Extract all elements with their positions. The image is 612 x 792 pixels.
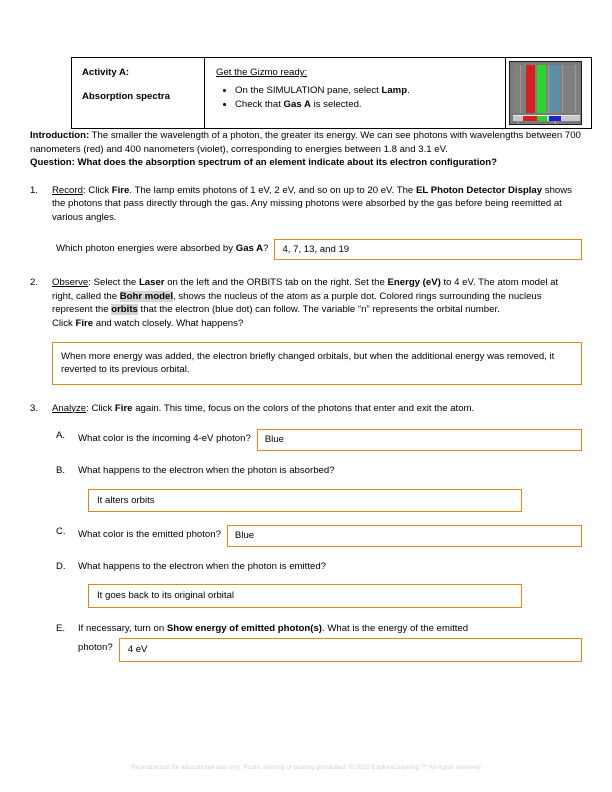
item-1-answer-box[interactable]: 4, 7, 13, and 19 bbox=[274, 239, 582, 261]
subitem-c-body bbox=[78, 525, 582, 547]
spectrum-band-blue bbox=[549, 65, 560, 113]
subitem-a-prompt: What color is the incoming 4-eV photon? bbox=[78, 433, 251, 445]
item-2-number: 2. bbox=[30, 277, 39, 289]
activity-step-item: • Check that Gas A is selected. bbox=[235, 98, 497, 112]
subitem-d-prompt: What happens to the electron when the photon is emitted? bbox=[78, 560, 326, 572]
item-1-text-2: . The lamp emits photons of 1 eV, 2 eV, and so on up to 20 eV. The bbox=[129, 184, 416, 196]
item-2-bold-1: Laser bbox=[138, 277, 165, 289]
subitem-e bbox=[56, 622, 582, 662]
get-gizmo-ready-heading: Get the Gizmo ready: bbox=[216, 67, 308, 78]
item-3-number: 3. bbox=[30, 402, 39, 414]
item-2-followup-prompt bbox=[52, 317, 582, 331]
activity-instructions-cell bbox=[205, 58, 506, 129]
activity-label-cell bbox=[72, 58, 205, 129]
item-1 bbox=[30, 184, 582, 225]
item-2 bbox=[30, 276, 582, 385]
subitem-d-answer-box[interactable]: It goes back to its original orbital bbox=[88, 584, 522, 608]
activity-label-line1: Activity A: bbox=[82, 67, 130, 78]
item-1-verb: Record bbox=[52, 184, 83, 196]
subitem-e-prompt-post: . What is the energy of the emitted bbox=[321, 622, 469, 634]
item-2-follow-bold: Fire bbox=[75, 317, 94, 329]
item-3-bold-1: Fire bbox=[114, 402, 133, 414]
spectrum-scale-bar bbox=[513, 115, 580, 121]
item-3-body bbox=[52, 402, 582, 416]
subitem-c-row bbox=[78, 525, 582, 547]
page-footer: Reproduction for educational use only. Public sharing or posting prohibited. © 2020 ExploreLearning ™ All rights reserved bbox=[131, 764, 481, 771]
item-1-prompt-text: Which photon energies were absorbed by bbox=[56, 242, 236, 254]
subitem-d-letter: D. bbox=[56, 560, 66, 572]
item-3-text bbox=[52, 402, 582, 416]
question-paragraph bbox=[30, 156, 582, 170]
item-2-body bbox=[52, 276, 582, 385]
subitem-a-body bbox=[78, 429, 582, 451]
introduction-text: The smaller the wavelength of a photon, the greater its energy. We can see photons with wavelengths between 700 nanometers (red) and 400 nanometers (violet), corresponding to energies between 1.8 and 3.1 eV. bbox=[30, 130, 581, 155]
subitem-c-prompt: What color is the emitted photon? bbox=[78, 529, 221, 541]
item-1-body bbox=[52, 184, 582, 225]
activity-header-row bbox=[72, 58, 592, 129]
subitem-b-answer-box[interactable]: It alters orbits bbox=[88, 489, 522, 513]
item-1-prompt bbox=[56, 239, 268, 258]
item-3-text-1: : Click bbox=[86, 402, 115, 414]
spectrum-band-green bbox=[537, 65, 546, 113]
item-2-answer-box[interactable]: When more energy was added, the electron briefly changed orbitals, but when the additional energy was removed, it reverted to its previous orbital. bbox=[52, 342, 582, 385]
item-2-text-5: that the electron (blue dot) can follow. The variable “n” represents the orbital number. bbox=[137, 304, 500, 316]
subitem-e-prompt-bold: Show energy of emitted photon(s) bbox=[166, 622, 322, 634]
subitem-e-body bbox=[78, 622, 582, 662]
item-2-text-3: to 4 eV. The atom model at right, called the bbox=[52, 277, 559, 302]
spectrum-gridline bbox=[562, 65, 563, 113]
activity-steps-list bbox=[216, 84, 497, 112]
subitem-c-letter: C. bbox=[56, 526, 66, 538]
item-2-text bbox=[52, 276, 582, 317]
spectrum-display-area bbox=[513, 65, 580, 113]
spectrum-gridline bbox=[520, 65, 521, 113]
subitem-a-letter: A. bbox=[56, 430, 66, 442]
item-2-text-1: : Select the bbox=[88, 277, 139, 289]
question-label: Question: bbox=[30, 157, 75, 169]
question-text: What does the absorption spectrum of an element indicate about its electron configuration? bbox=[74, 157, 497, 169]
item-2-follow-pre: Click bbox=[52, 317, 76, 329]
scale-segment-green bbox=[537, 116, 547, 121]
subitem-e-letter: E. bbox=[56, 622, 66, 634]
subitem-d bbox=[56, 560, 582, 608]
activity-thumbnail-cell bbox=[506, 58, 592, 129]
item-1-text bbox=[52, 184, 582, 225]
subitem-b-body bbox=[78, 464, 582, 512]
item-1-text-3: shows the photons that pass directly through the gas. Any missing photons were absorbed by the gas before being reemitted at various angles. bbox=[52, 184, 572, 223]
subitem-a-answer-box[interactable]: Blue bbox=[257, 429, 582, 451]
subitem-b-prompt: What happens to the electron when the photon is absorbed? bbox=[78, 464, 335, 476]
worksheet-content bbox=[30, 57, 582, 662]
scale-segment-red bbox=[523, 116, 537, 121]
spectrum-gridline bbox=[575, 65, 576, 113]
item-2-follow-post: and watch closely. What happens? bbox=[93, 317, 244, 329]
item-1-bold-2: EL Photon Detector Display bbox=[415, 184, 543, 196]
subitem-d-body bbox=[78, 560, 582, 608]
subitem-a bbox=[56, 429, 582, 451]
item-1-prompt-tail: ? bbox=[263, 242, 269, 254]
subitem-c-answer-box[interactable]: Blue bbox=[227, 525, 582, 547]
subitem-c bbox=[56, 525, 582, 547]
item-2-verb: Observe bbox=[52, 277, 89, 289]
item-2-text-4: , shows the nucleus of the atom as a purple dot. Colored rings surrounding the nucleus represent the bbox=[52, 290, 542, 316]
subitem-b bbox=[56, 464, 582, 512]
absorption-spectrum-thumbnail bbox=[509, 61, 582, 125]
spectrum-band-red bbox=[526, 65, 535, 113]
activity-step-item: • On the SIMULATION pane, select Lamp. bbox=[235, 84, 497, 98]
subitem-e-prompt-pre: If necessary, turn on bbox=[78, 622, 167, 634]
item-2-bold-2: Energy (eV) bbox=[387, 277, 441, 289]
item-1-text-1: : Click bbox=[82, 184, 112, 196]
item-3 bbox=[30, 402, 582, 416]
spectrum-tick-label: 5 bbox=[554, 120, 557, 125]
introduction-label: Introduction: bbox=[30, 130, 90, 141]
item-2-bold-4-highlighted: orbits bbox=[111, 304, 138, 316]
item-3-verb: Analyze bbox=[52, 402, 87, 414]
item-2-bold-3-highlighted: Bohr model bbox=[119, 290, 174, 302]
activity-header-table bbox=[71, 57, 592, 129]
item-1-number: 1. bbox=[30, 184, 39, 196]
item-3-text-2: again. This time, focus on the colors of the photons that enter and exit the atom. bbox=[132, 402, 475, 414]
subitem-e-prompt bbox=[78, 622, 582, 636]
subitem-e-row bbox=[78, 638, 582, 662]
activity-label-line2: Absorption spectra bbox=[82, 91, 170, 102]
item-2-text-2: on the left and the ORBITS tab on the right. Set the bbox=[164, 277, 388, 289]
item-1-answer-row bbox=[56, 239, 582, 261]
item-1-prompt-bold: Gas A bbox=[235, 242, 264, 254]
subitem-a-row bbox=[78, 429, 582, 451]
introduction-paragraph bbox=[30, 129, 582, 156]
item-1-bold-1: Fire bbox=[111, 184, 130, 196]
subitem-e-prompt-line2: photon? bbox=[78, 642, 113, 654]
subitem-b-letter: B. bbox=[56, 464, 66, 476]
subitem-e-answer-box[interactable]: 4 eV bbox=[119, 638, 582, 662]
spectrum-tick-label: 1 bbox=[517, 120, 520, 125]
